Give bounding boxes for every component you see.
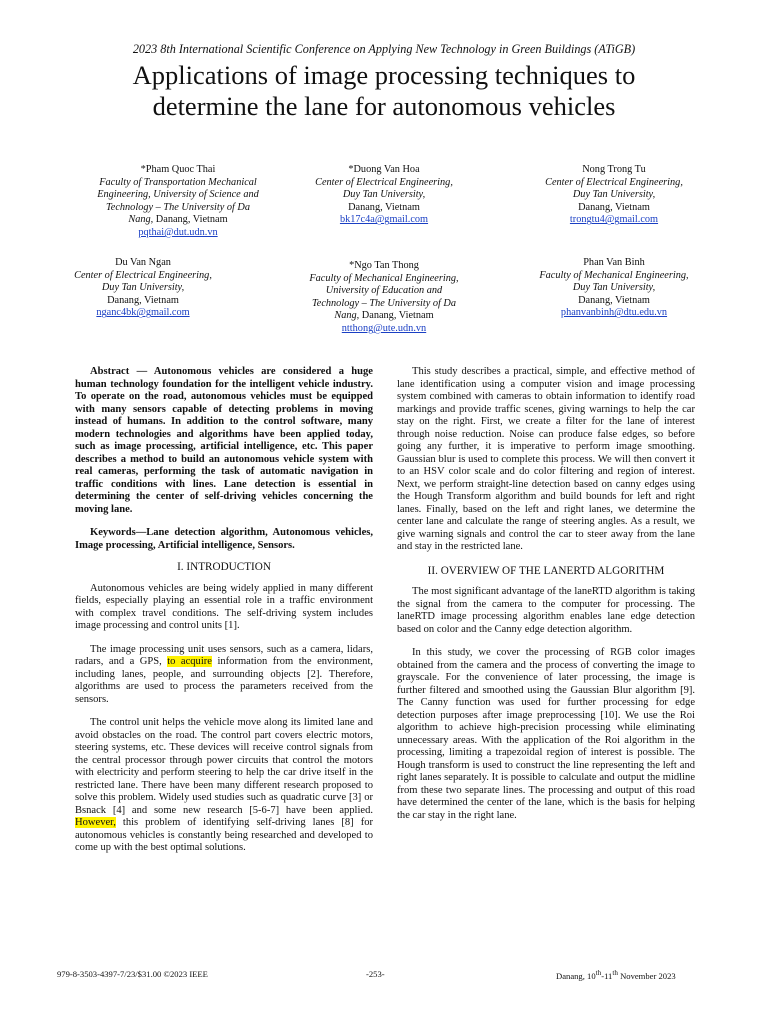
section-heading-introduction: I. INTRODUCTION bbox=[177, 561, 271, 573]
keywords: Keywords—Lane detection algorithm, Autonomous vehicles, Image processing, Artificial intelligence, Sensors. bbox=[75, 527, 373, 551]
author-block-3 bbox=[489, 164, 739, 227]
author-name: *Duong Van Hoa bbox=[348, 164, 420, 175]
page-number: -253- bbox=[366, 969, 385, 979]
intro-paragraph-3 bbox=[75, 717, 373, 855]
author-location: Danang, Vietnam bbox=[107, 294, 179, 306]
author-email-link[interactable]: phanvanbinh@dtu.edu.vn bbox=[560, 307, 668, 319]
author-block-6 bbox=[489, 257, 739, 320]
author-name: Nong Trong Tu bbox=[582, 164, 646, 175]
author-email-link[interactable]: bk17c4a@gmail.com bbox=[339, 214, 429, 226]
highlighted-text: However, bbox=[75, 817, 116, 828]
text-run: November 2023 bbox=[617, 970, 676, 981]
conference-name: 2023 8th International Scientific Conference on Applying New Technology in Green Buildings (ATiGB) bbox=[132, 42, 636, 56]
author-email-link[interactable]: trongtu4@gmail.com bbox=[569, 214, 659, 226]
author-affiliation: Center of Electrical Engineering, bbox=[315, 176, 453, 188]
abstract: Abstract — Autonomous vehicles are considered a huge human technology foundation for the intelligent vehicle industry. To operate on the road, autonomous vehicles must be equipped with many sensors capable of detecting problems in moving instead of humans. In addition to the control software, many modern technologies and algorithms have been applied today, such as image processing, artificial intelligence, etc. This paper describes a method to build an autonomous vehicle system with real cameras, performing the task of automatic navigation in traffic conditions with lines. Lane detection is essential in determining the center of self-driving vehicles concerning the moving lane. bbox=[75, 366, 373, 515]
author-email-link[interactable]: pqthai@dut.udn.vn bbox=[138, 226, 218, 238]
author-block-5 bbox=[259, 260, 509, 336]
author-name: Du Van Ngan bbox=[115, 257, 171, 268]
body-paragraph: This study describes a practical, simple, and effective method of lane identification using a computer vision and image processing system combined with cameras to obtain information to identify road markings and provide traffic scenes, giving warnings to help the car stay on the right. First, we create a filter for the lane of interest through noise reduction. Noise can produce false edges, so before going any further, it is imperative to perform image smoothing. Gaussian blur is used to complete this process. We will then convert it to an HSV color scale and do color filtering and region of interest. Next, we perform straight-line detection based on canny edges using the Hough Transform algorithm and build bounds for left and right lanes. Finally, based on the left and right lanes, we determine the center lane and calculate the range of steering angles. As a result, we give warning signals and control the car to steer away from the lane and stay in the restricted lane. bbox=[397, 366, 695, 552]
author-affiliation: Duy Tan University, bbox=[572, 189, 656, 201]
left-column bbox=[75, 366, 373, 866]
author-affiliation: Engineering, University of Science and bbox=[97, 189, 259, 201]
author-affiliation: University of Education and bbox=[325, 285, 443, 297]
right-column bbox=[397, 366, 695, 833]
author-block-2 bbox=[259, 164, 509, 227]
body-paragraph: In this study, we cover the processing of RGB color images obtained from the camera and the process of converting the image to grayscale. For the convenience of later processing, the image is further filtered and smoothed using the Gaussian Blur algorithm [9]. The Canny function was used for further processing for edge detection purposes after image preprocessing [10]. We use the Roi algorithm to achieve high-precision processing while eliminating unnecessary areas. With the application of the Roi algorithm in the processing, limiting a trapezoidal region of interest is possible. The Hough transform is used to construct the line representing the left and right lanes separately. It is possible to calculate and output the midline from these two separate lines. The processing and output of this road have determined the center of the lane, which is the basis for helping the car stay in the right lane. bbox=[397, 647, 695, 821]
text-run: th bbox=[595, 969, 602, 977]
text-run: -11 bbox=[601, 970, 613, 981]
highlighted-text: to acquire bbox=[167, 656, 212, 667]
footer-date bbox=[556, 969, 676, 981]
author-email-link[interactable]: nganc4bk@gmail.com bbox=[96, 307, 190, 319]
text-run: this problem of identifying self-driving lanes [8] for autonomous vehicles is constantly being researched and developed to come up with the best optimal solutions. bbox=[75, 817, 373, 853]
author-affiliation: Nang, bbox=[128, 214, 154, 226]
author-affiliation: Faculty of Transportation Mechanical bbox=[99, 176, 257, 188]
author-affiliation: Technology – The University of Da bbox=[105, 201, 251, 213]
title-line-2: determine the lane for autonomous vehicles bbox=[152, 91, 616, 121]
author-email-link[interactable]: ntthong@ute.udn.vn bbox=[341, 322, 427, 334]
author-location: Danang, Vietnam bbox=[348, 201, 420, 213]
author-affiliation: Faculty of Mechanical Engineering, bbox=[309, 272, 459, 284]
author-location: Danang, Vietnam bbox=[153, 214, 228, 226]
paper-title bbox=[40, 60, 728, 122]
text-run: information from the environment, including lanes, people, and surrounding objects [2]. Therefore, algorithms are used to process the parameters received from the sensors. bbox=[75, 656, 374, 705]
author-location: Danang, Vietnam bbox=[578, 201, 650, 213]
author-location: Danang, Vietnam bbox=[359, 310, 434, 322]
text-run: Danang, 10 bbox=[556, 970, 596, 981]
author-name: *Pham Quoc Thai bbox=[140, 164, 216, 175]
author-affiliation: Technology – The University of Da bbox=[311, 297, 457, 309]
author-affiliation: Center of Electrical Engineering, bbox=[74, 269, 212, 281]
body-paragraph: The most significant advantage of the laneRTD algorithm is taking the signal from the camera to the computer for processing. The laneRTD image processing algorithm enables lane edge detection based on color and the Canny edge detection algorithm. bbox=[397, 586, 695, 635]
intro-paragraph-1: Autonomous vehicles are being widely applied in many different fields, especially playing an essential role in a traffic environment with complex travel conditions. The self-driving system includes image processing and control units [1]. bbox=[75, 582, 373, 631]
footer-isbn: 979-8-3503-4397-7/23/$31.00 ©2023 IEEE bbox=[57, 969, 208, 979]
author-location: Danang, Vietnam bbox=[578, 294, 650, 306]
author-name: *Ngo Tan Thong bbox=[349, 260, 419, 271]
section-heading-overview: II. OVERVIEW OF THE LANERTD ALGORITHM bbox=[427, 564, 665, 577]
author-affiliation: Duy Tan University, bbox=[342, 189, 426, 201]
text-run: The control unit helps the vehicle move along its limited lane and avoid obstacles on the road. The control part covers electric motors, steering systems, etc. These devices will receive control signals from the central processor through power circuits that control the motors with electricity and perform steering to help the car drive itself in the restricted lane. There have been many different research proposed to solve this problem. Widely used studies such as quadratic curve [3] or Bsnack [4] and some new research [5-6-7] have been applied. bbox=[75, 717, 373, 816]
text-run: th bbox=[612, 969, 618, 977]
author-affiliation: Duy Tan University, bbox=[101, 282, 185, 294]
text-run: The image processing unit uses sensors, such as a camera, lidars, radars, and a GPS, bbox=[75, 643, 373, 667]
author-affiliation: Nang, bbox=[334, 310, 360, 322]
author-block-4 bbox=[18, 257, 268, 320]
author-affiliation: Duy Tan University, bbox=[572, 282, 656, 294]
author-affiliation: Faculty of Mechanical Engineering, bbox=[539, 269, 689, 281]
author-name: Phan Van Binh bbox=[583, 257, 645, 268]
title-line-1: Applications of image processing techniques to bbox=[132, 60, 636, 90]
author-affiliation: Center of Electrical Engineering, bbox=[545, 176, 683, 188]
intro-paragraph-2 bbox=[75, 644, 373, 707]
